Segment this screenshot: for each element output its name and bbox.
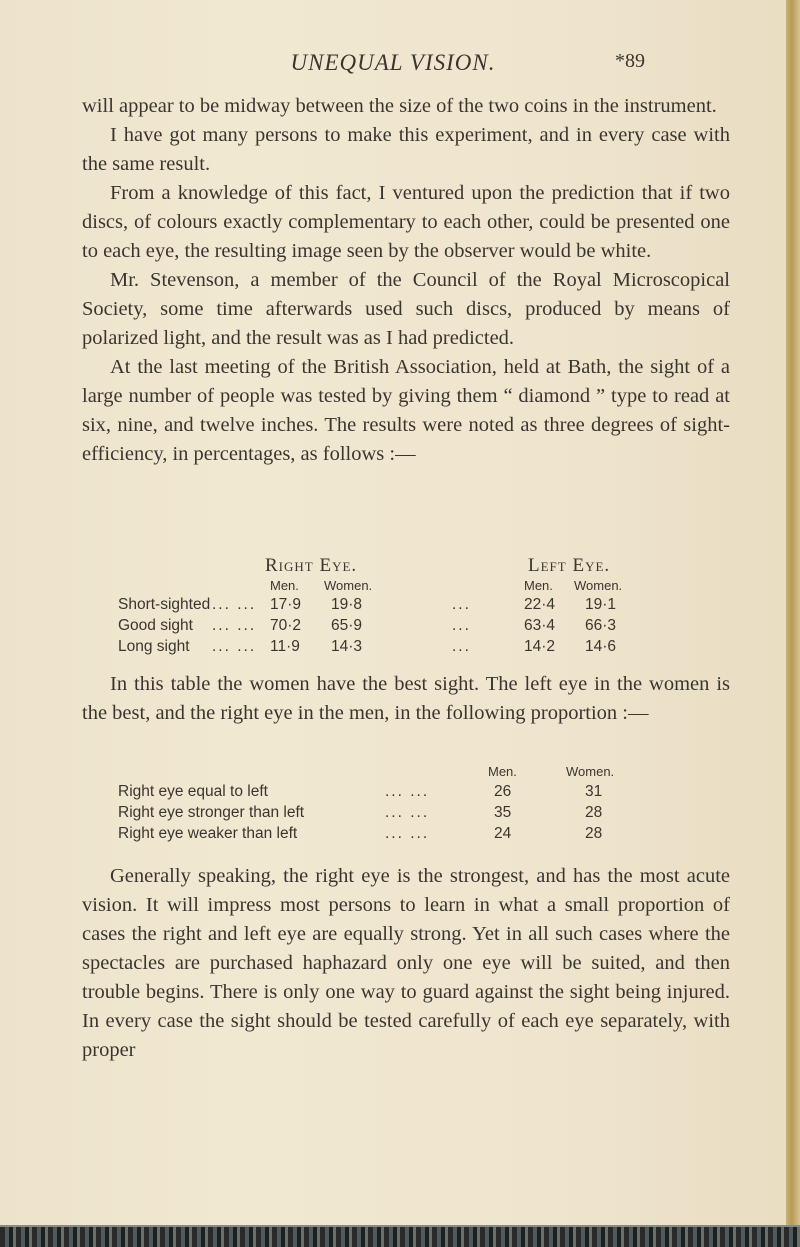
value-left-women: 19·1 xyxy=(585,596,617,613)
leader-dots: ... ... xyxy=(385,783,430,800)
value-left-men: 22·4 xyxy=(524,596,556,613)
paragraph: At the last meeting of the British Association, held at Bath, the sight of a large number of people was tested by giving them “ diamond ” type to read at six, nine, and twelve inches. The results were noted as three degrees of sight-efficiency, in percentages, as follows :— xyxy=(82,356,730,465)
leader-dots: ... xyxy=(452,596,471,613)
subheader-women: Women. xyxy=(324,578,373,593)
value-men: 26 xyxy=(494,783,512,800)
text-block-bottom xyxy=(82,862,730,1065)
leader-dots: ... xyxy=(452,617,471,634)
value-men: 35 xyxy=(494,804,512,821)
value-right-women: 19·8 xyxy=(331,596,363,613)
paragraph: Generally speaking, the right eye is the strongest, and has the most acute vision. It will impress most persons to learn in what a small proportion of cases the right and left eye are equally strong. Yet in all such cases where the spectacles are purchased haphazard only one eye will be suited, and then trouble begins. There is only one way to guard against the sight being injured. In every case the sight should be tested carefully of each eye separately, with proper xyxy=(82,865,730,1061)
leader-dots: ... ... xyxy=(385,804,430,821)
paragraph: From a knowledge of this fact, I ventured upon the prediction that if two discs, of colours exactly complementary to each other, could be presented one to each eye, the resulting image seen by the observer would be white. xyxy=(82,182,730,262)
paragraph: Mr. Stevenson, a member of the Council of the Royal Microscopical Society, some time afterwards used such discs, produced by means of polarized light, and the result was as I had predicted. xyxy=(82,269,730,349)
value-women: 31 xyxy=(585,783,603,800)
row-label: Long sight xyxy=(118,638,190,655)
page-edge-right xyxy=(786,0,800,1247)
leader-dots: ... ... xyxy=(212,617,257,634)
paragraph: In this table the women have the best sight. The left eye in the women is the best, and the right eye in the men, in the following proportion :— xyxy=(82,673,730,724)
paragraph: will appear to be midway between the size of the two coins in the instrument. xyxy=(82,95,717,117)
value-right-women: 14·3 xyxy=(331,638,363,655)
value-left-men: 63·4 xyxy=(524,617,556,634)
row-label: Right eye equal to left xyxy=(118,783,268,800)
paragraph: I have got many persons to make this experiment, and in every case with the same result. xyxy=(82,124,730,175)
value-left-men: 14·2 xyxy=(524,638,556,655)
header-right-eye: Right Eye. xyxy=(265,555,358,576)
row-label: Good sight xyxy=(118,617,193,634)
value-left-women: 14·6 xyxy=(585,638,617,655)
header-left-eye: Left Eye. xyxy=(528,555,611,576)
value-right-men: 70·2 xyxy=(270,617,302,634)
value-women: 28 xyxy=(585,825,603,842)
subheader-men: Men. xyxy=(524,578,553,593)
col-men: Men. xyxy=(488,764,517,779)
value-right-men: 17·9 xyxy=(270,596,302,613)
value-right-men: 11·9 xyxy=(270,638,300,655)
row-label: Right eye stronger than left xyxy=(118,804,305,821)
leader-dots: ... ... xyxy=(385,825,430,842)
value-women: 28 xyxy=(585,804,603,821)
page-number: *89 xyxy=(615,50,645,72)
row-label: Short-sighted xyxy=(118,596,211,613)
leader-dots: ... ... xyxy=(212,596,257,613)
row-label: Right eye weaker than left xyxy=(118,825,298,842)
value-right-women: 65·9 xyxy=(331,617,363,634)
leader-dots: ... xyxy=(452,638,471,655)
value-left-women: 66·3 xyxy=(585,617,617,634)
running-title: UNEQUAL VISION. xyxy=(290,50,496,75)
value-men: 24 xyxy=(494,825,512,842)
subheader-women: Women. xyxy=(574,578,623,593)
leader-dots: ... ... xyxy=(212,638,257,655)
subheader-men: Men. xyxy=(270,578,299,593)
col-women: Women. xyxy=(566,764,615,779)
